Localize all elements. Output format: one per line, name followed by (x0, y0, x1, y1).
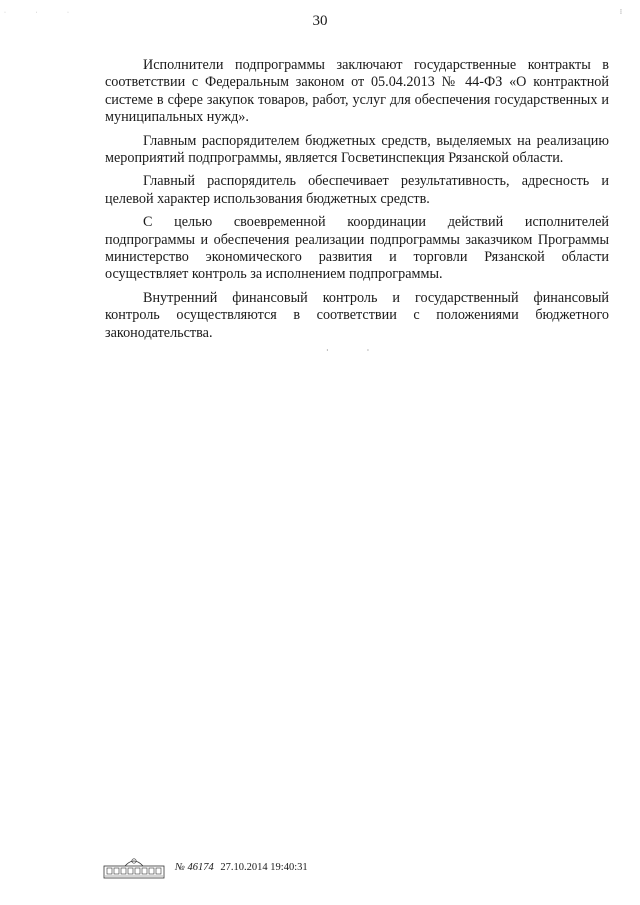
paragraph-budget-manager: Главным распорядителем бюджетных средств, выделяемых на реализацию мероприятий подпрограммы, является Госветинспекция Рязанской области. (105, 132, 609, 167)
paragraph-effectiveness: Главный распорядитель обеспечивает результативность, адресность и целевой характер использования бюджетных средств. (105, 173, 609, 207)
scan-artifacts: · · · (4, 10, 83, 16)
document-footer (103, 855, 308, 881)
document-number: № 46174 (175, 862, 214, 873)
registration-datetime: 27.10.2014 19:40:31 (220, 862, 308, 873)
scan-specks: · · (326, 346, 388, 355)
paragraph-contracts: Исполнители подпрограммы заключают государственные контракты в соответствии с Федеральным законом от 05.04.2013 № 44-ФЗ «О контрактной системе в сфере закупок товаров, работ, услуг для обеспечения государственных и муниципальных нужд». (105, 57, 609, 126)
document-body (105, 57, 609, 348)
paragraph-coordination: С целью своевременной координации действий исполнителей подпрограммы и обеспечения реализации подпрограммы заказчиком Программы министерство экономического развития и торговли Рязанской области осуществляет контроль за исполнением подпрограммы. (105, 214, 609, 283)
registration-stamp-icon (103, 856, 165, 880)
registration-info (175, 862, 308, 874)
paragraph-financial-control: Внутренний финансовый контроль и государственный финансовый контроль осуществляются в соответствии с положениями бюджетного законодательства. (105, 289, 609, 341)
corner-scan-mark: ⁞ (620, 8, 622, 16)
page-number: 30 (312, 13, 328, 29)
